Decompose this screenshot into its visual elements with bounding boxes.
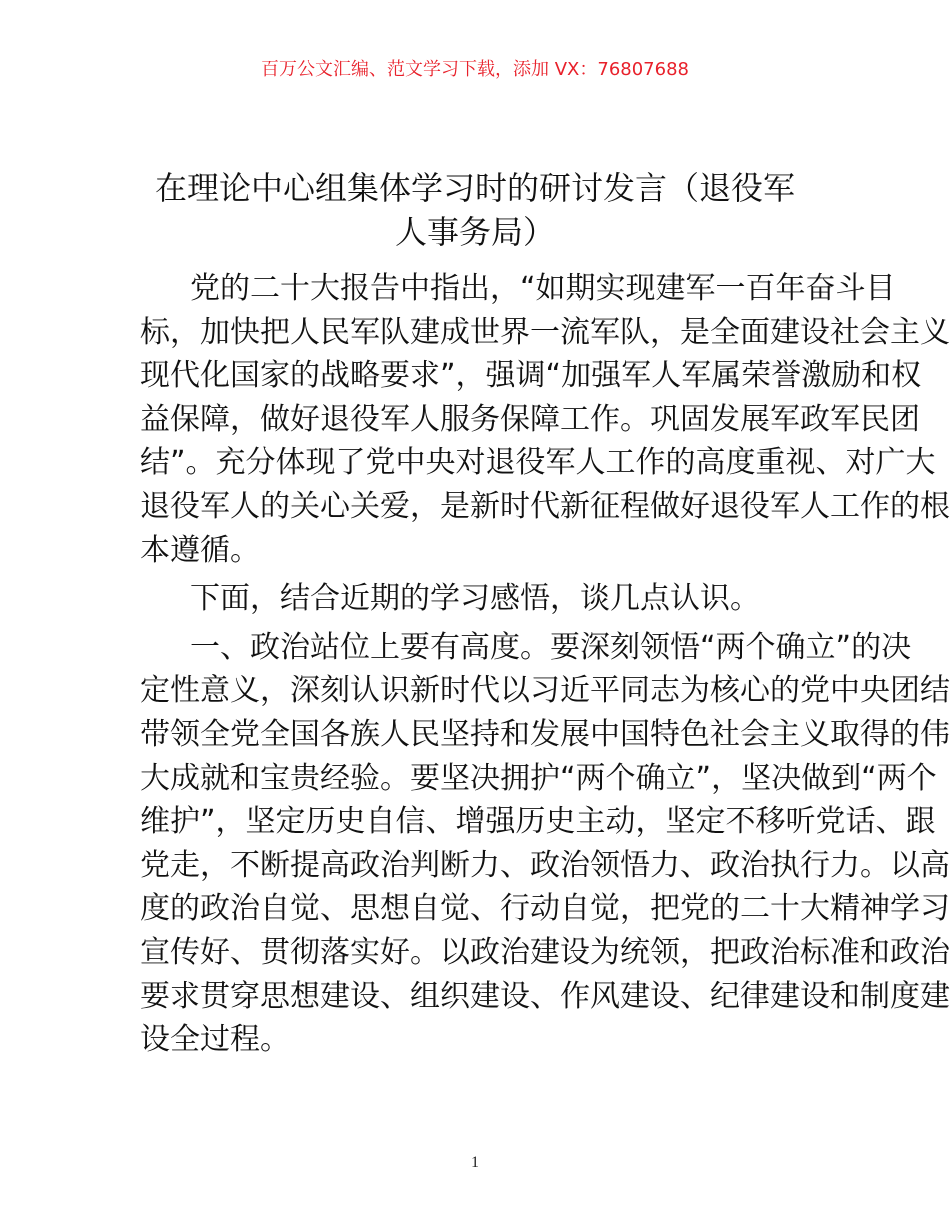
paragraph [140, 267, 950, 572]
paragraph-line: 维护”，坚定历史自信、增强历史主动，坚定不移听党话、跟 [140, 804, 936, 840]
document-title [140, 166, 810, 254]
paragraph-line: 益保障，做好退役军人服务保障工作。巩固发展军政军民团 [140, 401, 920, 437]
paragraph-line: 大成就和宝贵经验。要坚决拥护“两个确立”，坚决做到“两个 [140, 760, 937, 796]
paragraph-line: 党走，不断提高政治判断力、政治领悟力、政治执行力。以高 [140, 847, 950, 883]
paragraph [140, 626, 950, 1062]
document-body [140, 267, 950, 1067]
paragraph [140, 577, 810, 621]
paragraph-line: 宣传好、贯彻落实好。以政治建设为统领，把政治标准和政治 [140, 934, 950, 970]
title-line: 人事务局） [394, 213, 555, 251]
paragraph-line: 定性意义，深刻认识新时代以习近平同志为核心的党中央团结 [140, 673, 950, 709]
paragraph-line: 设全过程。 [140, 1022, 290, 1058]
title-line: 在理论中心组集体学习时的研讨发言（退役军 [154, 169, 795, 207]
paragraph-line: 带领全党全国各族人民坚持和发展中国特色社会主义取得的伟 [140, 716, 950, 752]
paragraph-line: 退役军人的关心关爱，是新时代新征程做好退役军人工作的根 [140, 488, 950, 524]
paragraph-line: 下面，结合近期的学习感悟，谈几点认识。 [190, 581, 760, 617]
paragraph-line: 党的二十大报告中指出，“如期实现建军一百年奋斗目 [190, 271, 896, 306]
page-number: 1 [471, 1154, 479, 1171]
watermark-header: 百万公文汇编、范文学习下载，添加 VX：76807688 [261, 59, 689, 80]
paragraph-line: 一、政治站位上要有高度。要深刻领悟“两个确立”的决 [190, 629, 912, 665]
paragraph-line: 要求贯穿思想建设、组织建设、作风建设、纪律建设和制度建 [140, 978, 950, 1014]
paragraph-line: 结”。充分体现了党中央对退役军人工作的高度重视、对广大 [140, 445, 936, 481]
paragraph-line: 标，加快把人民军队建成世界一流军队，是全面建设社会主义 [140, 314, 950, 350]
paragraph-line: 度的政治自觉、思想自觉、行动自觉，把党的二十大精神学习 [140, 891, 950, 927]
paragraph-line: 现代化国家的战略要求”，强调“加强军人军属荣誉激励和权 [140, 358, 922, 394]
paragraph-line: 本遵循。 [140, 532, 260, 568]
